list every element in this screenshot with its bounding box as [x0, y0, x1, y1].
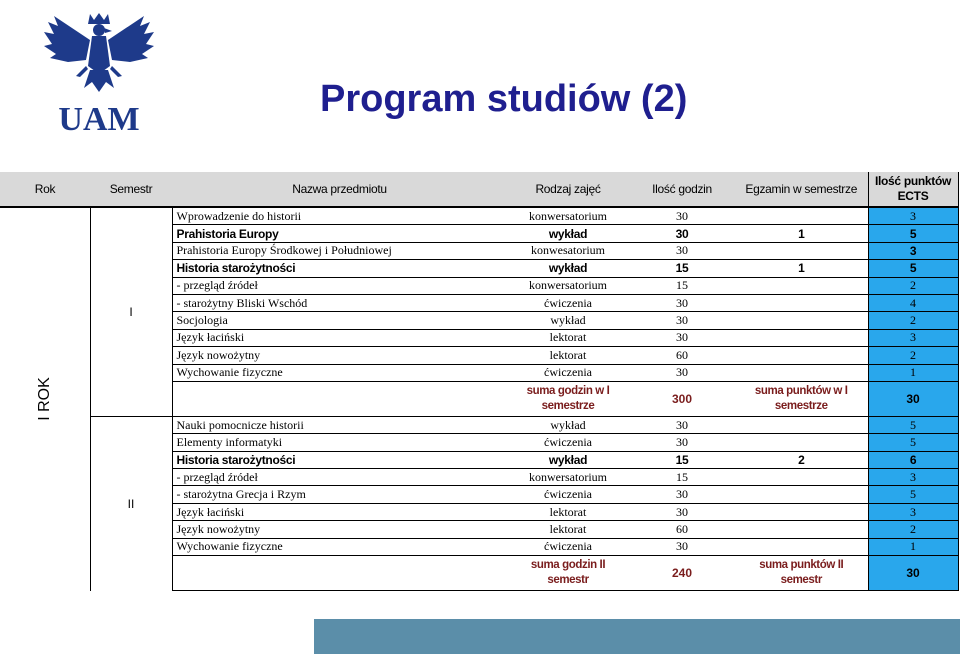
course-exam: [735, 242, 868, 259]
study-program-table: [0, 172, 960, 591]
course-name: Wychowanie fizyczne: [172, 364, 507, 381]
course-hours: 30: [629, 486, 735, 503]
header-nazwa: Nazwa przedmiotu: [172, 172, 507, 207]
uam-logo: [40, 8, 158, 136]
course-type: ćwiczenia: [507, 364, 629, 381]
summary-ects-label: suma punktów w I semestrze: [735, 381, 868, 416]
course-ects: 3: [868, 503, 958, 520]
course-exam: [735, 364, 868, 381]
course-type: konwersatorium: [507, 207, 629, 225]
course-name: - przegląd źródeł: [172, 277, 507, 294]
summary-hours-label: suma godzin II semestr: [507, 556, 629, 591]
course-exam: [735, 312, 868, 329]
course-hours: 30: [629, 329, 735, 346]
course-exam: 1: [735, 225, 868, 242]
course-exam: 1: [735, 260, 868, 277]
course-exam: [735, 277, 868, 294]
course-type: wykład: [507, 260, 629, 277]
header-rodzaj: Rodzaj zajęć: [507, 172, 629, 207]
course-type: wykład: [507, 416, 629, 433]
course-name: - starożytny Bliski Wschód: [172, 294, 507, 311]
course-exam: [735, 294, 868, 311]
table-row: [0, 207, 958, 225]
course-hours: 30: [629, 225, 735, 242]
summary-empty-cell: [172, 556, 507, 591]
table-header-row: [0, 172, 958, 207]
course-name: Język łaciński: [172, 503, 507, 520]
course-hours: 30: [629, 312, 735, 329]
course-hours: 30: [629, 434, 735, 451]
course-name: Wychowanie fizyczne: [172, 538, 507, 555]
course-exam: [735, 486, 868, 503]
summary-hours-value: 300: [629, 381, 735, 416]
course-hours: 30: [629, 207, 735, 225]
course-exam: [735, 207, 868, 225]
rok-cell: [0, 207, 90, 591]
course-name: Wprowadzenie do historii: [172, 207, 507, 225]
course-hours: 15: [629, 451, 735, 468]
course-type: wykład: [507, 312, 629, 329]
summary-ects-label: suma punktów II semestr: [735, 556, 868, 591]
footer-bar: [314, 619, 960, 654]
course-ects: 2: [868, 347, 958, 364]
course-type: ćwiczenia: [507, 538, 629, 555]
course-type: konwesatorium: [507, 242, 629, 259]
course-hours: 30: [629, 242, 735, 259]
course-ects: 3: [868, 207, 958, 225]
course-name: Socjologia: [172, 312, 507, 329]
course-type: ćwiczenia: [507, 486, 629, 503]
summary-ects-value: 30: [868, 381, 958, 416]
course-hours: 30: [629, 416, 735, 433]
course-name: - przegląd źródeł: [172, 469, 507, 486]
course-exam: [735, 469, 868, 486]
course-hours: 30: [629, 364, 735, 381]
header-rok: Rok: [0, 172, 90, 207]
course-ects: 2: [868, 312, 958, 329]
course-name: - starożytna Grecja i Rzym: [172, 486, 507, 503]
course-name: Język nowożytny: [172, 347, 507, 364]
course-hours: 60: [629, 347, 735, 364]
summary-hours-value: 240: [629, 556, 735, 591]
course-type: konwersatorium: [507, 277, 629, 294]
course-ects: 2: [868, 521, 958, 538]
course-hours: 30: [629, 294, 735, 311]
course-hours: 60: [629, 521, 735, 538]
course-ects: 5: [868, 225, 958, 242]
course-exam: [735, 329, 868, 346]
course-ects: 3: [868, 242, 958, 259]
course-type: ćwiczenia: [507, 294, 629, 311]
course-ects: 2: [868, 277, 958, 294]
rok-label: I ROK: [35, 377, 53, 422]
course-type: lektorat: [507, 347, 629, 364]
course-type: ćwiczenia: [507, 434, 629, 451]
page-title: Program studiów (2): [320, 78, 688, 120]
course-type: konwersatorium: [507, 469, 629, 486]
course-ects: 1: [868, 364, 958, 381]
course-name: Prahistoria Europy: [172, 225, 507, 242]
course-hours: 15: [629, 277, 735, 294]
course-type: wykład: [507, 451, 629, 468]
course-exam: 2: [735, 451, 868, 468]
course-type: wykład: [507, 225, 629, 242]
summary-empty-cell: [172, 381, 507, 416]
course-type: lektorat: [507, 503, 629, 520]
course-name: Historia starożytności: [172, 260, 507, 277]
course-hours: 30: [629, 538, 735, 555]
course-hours: 30: [629, 503, 735, 520]
table-row: [0, 416, 958, 433]
header-semestr: Semestr: [90, 172, 172, 207]
course-hours: 15: [629, 260, 735, 277]
course-ects: 5: [868, 486, 958, 503]
course-ects: 6: [868, 451, 958, 468]
course-name: Historia starożytności: [172, 451, 507, 468]
summary-hours-label: suma godzin w I semestrze: [507, 381, 629, 416]
summary-ects-value: 30: [868, 556, 958, 591]
semester-label: I: [90, 207, 172, 416]
course-exam: [735, 347, 868, 364]
course-type: lektorat: [507, 329, 629, 346]
header-egzamin: Egzamin w semestrze: [735, 172, 868, 207]
eagle-icon: [40, 8, 158, 136]
course-ects: 5: [868, 434, 958, 451]
course-ects: 5: [868, 416, 958, 433]
header-godziny: Ilość godzin: [629, 172, 735, 207]
course-ects: 3: [868, 469, 958, 486]
course-exam: [735, 521, 868, 538]
course-exam: [735, 503, 868, 520]
semester-label: II: [90, 416, 172, 590]
course-ects: 4: [868, 294, 958, 311]
course-name: Elementy informatyki: [172, 434, 507, 451]
course-ects: 3: [868, 329, 958, 346]
course-exam: [735, 538, 868, 555]
course-exam: [735, 416, 868, 433]
header-ects: Ilość punktów ECTS: [868, 172, 958, 207]
course-name: Język łaciński: [172, 329, 507, 346]
course-name: Język nowożytny: [172, 521, 507, 538]
course-name: Prahistoria Europy Środkowej i Południowej: [172, 242, 507, 259]
course-type: lektorat: [507, 521, 629, 538]
course-ects: 5: [868, 260, 958, 277]
logo-text: UAM: [58, 101, 140, 136]
course-ects: 1: [868, 538, 958, 555]
course-name: Nauki pomocnicze historii: [172, 416, 507, 433]
course-hours: 15: [629, 469, 735, 486]
course-exam: [735, 434, 868, 451]
